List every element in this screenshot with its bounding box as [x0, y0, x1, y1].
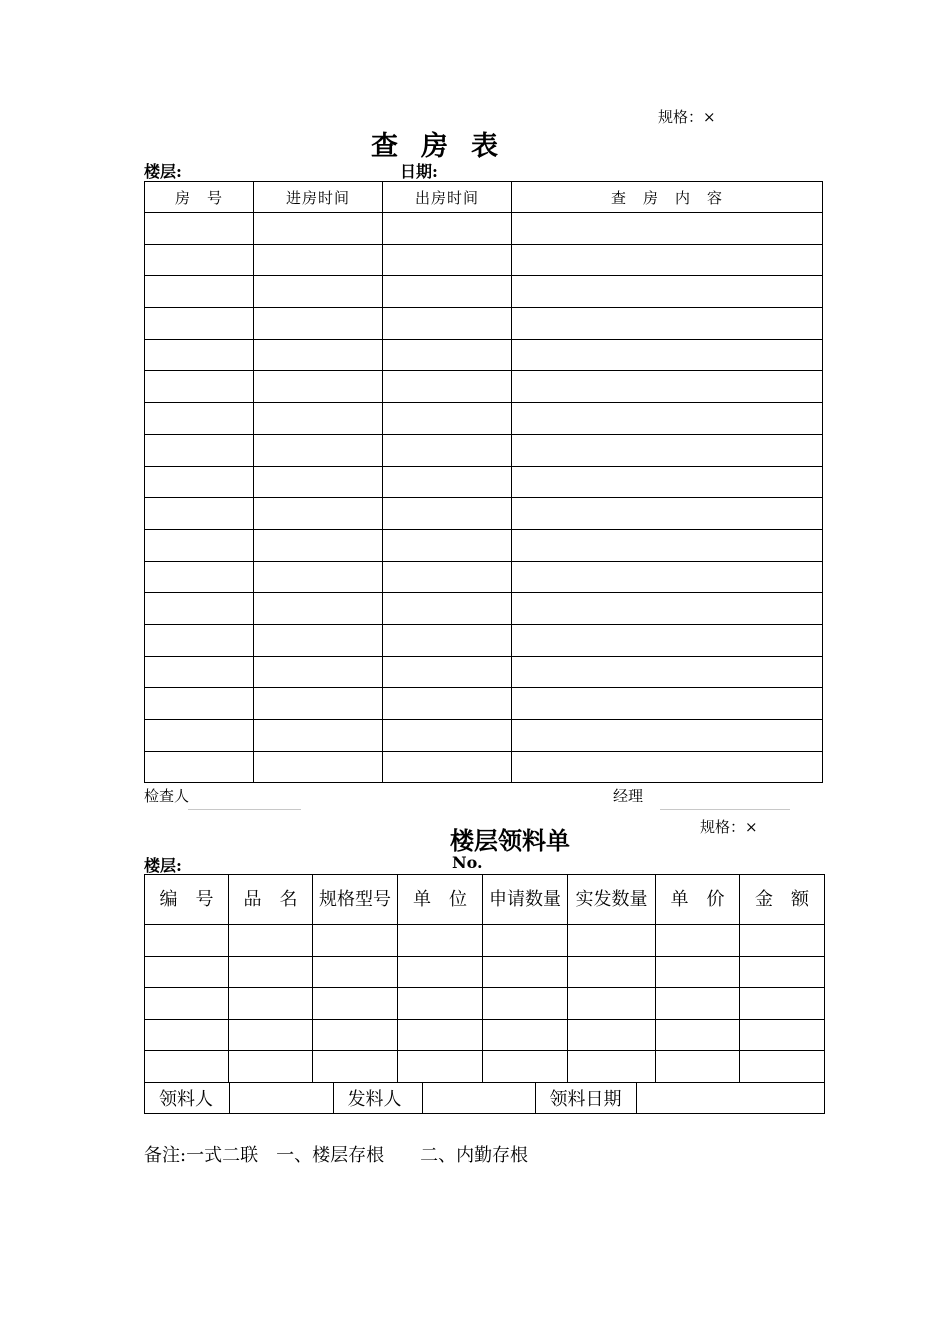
spec-model-cell[interactable]	[313, 956, 398, 988]
table-row	[145, 339, 823, 371]
inspection-content-cell[interactable]	[512, 498, 823, 530]
room-number-cell[interactable]	[145, 751, 254, 783]
inspection-content-cell[interactable]	[512, 656, 823, 688]
check-out-time-cell[interactable]	[383, 308, 512, 340]
item-name-cell[interactable]	[229, 988, 313, 1020]
room-number-cell[interactable]	[145, 434, 254, 466]
amount-cell[interactable]	[740, 925, 825, 957]
room-number-cell[interactable]	[145, 213, 254, 245]
column-header-issued-qty: 实发数量	[568, 875, 656, 925]
requisition-date-label: 领料日期	[535, 1083, 636, 1113]
material-requisition-table	[144, 874, 825, 1114]
item-code-cell[interactable]	[145, 1051, 229, 1083]
amount-cell[interactable]	[740, 956, 825, 988]
signature-grid	[145, 1083, 824, 1113]
remark-note: 备注:一式二联 一、楼层存根 二、内勤存根	[144, 1145, 529, 1166]
column-header-unit: 单 位	[398, 875, 483, 925]
column-header-item-code: 编 号	[145, 875, 229, 925]
issued-qty-cell[interactable]	[568, 1019, 656, 1051]
unit-cell[interactable]	[398, 1019, 483, 1051]
check-out-time-cell[interactable]	[383, 434, 512, 466]
room-number-cell[interactable]	[145, 529, 254, 561]
column-header-inspection-content: 查 房 内 容	[512, 182, 823, 213]
inspection-content-cell[interactable]	[512, 434, 823, 466]
check-in-time-cell[interactable]	[254, 751, 383, 783]
signature-row-container	[145, 1082, 825, 1113]
inspection-content-cell[interactable]	[512, 339, 823, 371]
check-in-time-cell[interactable]	[254, 624, 383, 656]
form1-title: 查房表	[371, 131, 521, 162]
table-header-row	[145, 875, 825, 925]
amount-cell[interactable]	[740, 1051, 825, 1083]
check-in-time-cell[interactable]	[254, 244, 383, 276]
receiver-field[interactable]	[229, 1083, 333, 1113]
check-in-time-cell[interactable]	[254, 434, 383, 466]
room-number-cell[interactable]	[145, 403, 254, 435]
table-row	[145, 529, 823, 561]
inspection-content-cell[interactable]	[512, 529, 823, 561]
requested-qty-cell[interactable]	[483, 1019, 568, 1051]
issued-qty-cell[interactable]	[568, 925, 656, 957]
manager-signature-line[interactable]	[660, 809, 790, 810]
check-out-time-cell[interactable]	[383, 751, 512, 783]
requested-qty-cell[interactable]	[483, 988, 568, 1020]
spec-model-cell[interactable]	[313, 925, 398, 957]
column-header-spec-model: 规格型号	[313, 875, 398, 925]
check-in-time-cell[interactable]	[254, 466, 383, 498]
check-in-time-cell[interactable]	[254, 561, 383, 593]
check-out-time-cell[interactable]	[383, 371, 512, 403]
inspection-content-cell[interactable]	[512, 624, 823, 656]
spec-model-cell[interactable]	[313, 988, 398, 1020]
table-row	[145, 276, 823, 308]
check-out-time-cell[interactable]	[383, 656, 512, 688]
unit-cell[interactable]	[398, 925, 483, 957]
check-in-time-cell[interactable]	[254, 371, 383, 403]
check-out-time-cell[interactable]	[383, 593, 512, 625]
inspection-content-cell[interactable]	[512, 688, 823, 720]
room-number-cell[interactable]	[145, 688, 254, 720]
room-number-cell[interactable]	[145, 466, 254, 498]
table-row	[145, 988, 825, 1020]
room-number-cell[interactable]	[145, 276, 254, 308]
column-header-room-number: 房 号	[145, 182, 254, 213]
room-inspection-table	[144, 181, 823, 783]
receiver-label: 领料人	[145, 1083, 229, 1113]
form2-number-label: No.	[452, 853, 483, 872]
item-name-cell[interactable]	[229, 1051, 313, 1083]
check-out-time-cell[interactable]	[383, 403, 512, 435]
check-out-time-cell[interactable]	[383, 561, 512, 593]
room-number-cell[interactable]	[145, 308, 254, 340]
check-out-time-cell[interactable]	[383, 529, 512, 561]
inspection-content-cell[interactable]	[512, 466, 823, 498]
table-row	[145, 593, 823, 625]
check-out-time-cell[interactable]	[383, 466, 512, 498]
table-row	[145, 434, 823, 466]
check-in-time-cell[interactable]	[254, 213, 383, 245]
room-number-cell[interactable]	[145, 498, 254, 530]
amount-cell[interactable]	[740, 1019, 825, 1051]
check-out-time-cell[interactable]	[383, 720, 512, 752]
item-name-cell[interactable]	[229, 956, 313, 988]
manager-label: 经理	[613, 787, 644, 805]
table-row	[145, 1051, 825, 1083]
item-code-cell[interactable]	[145, 988, 229, 1020]
table-row	[145, 656, 823, 688]
table-row	[145, 403, 823, 435]
table-row	[145, 1019, 825, 1051]
item-code-cell[interactable]	[145, 925, 229, 957]
signature-row	[145, 1082, 825, 1113]
check-out-time-cell[interactable]	[383, 213, 512, 245]
form1-floor-label: 楼层:	[144, 162, 182, 181]
form2-title: 楼层领料单	[450, 826, 570, 855]
room-number-cell[interactable]	[145, 656, 254, 688]
table-row	[145, 466, 823, 498]
table-row	[145, 244, 823, 276]
check-in-time-cell[interactable]	[254, 529, 383, 561]
item-code-cell[interactable]	[145, 1019, 229, 1051]
item-name-cell[interactable]	[229, 925, 313, 957]
check-in-time-cell[interactable]	[254, 339, 383, 371]
table-row	[145, 720, 823, 752]
issued-qty-cell[interactable]	[568, 956, 656, 988]
table-row	[145, 213, 823, 245]
form1-date-label: 日期:	[400, 162, 438, 181]
table-row	[145, 371, 823, 403]
room-number-cell[interactable]	[145, 244, 254, 276]
inspection-content-cell[interactable]	[512, 561, 823, 593]
requested-qty-cell[interactable]	[483, 1051, 568, 1083]
inspection-content-cell[interactable]	[512, 751, 823, 783]
unit-price-cell[interactable]	[656, 988, 740, 1020]
check-in-time-cell[interactable]	[254, 276, 383, 308]
unit-cell[interactable]	[398, 956, 483, 988]
requisition-date-field[interactable]	[636, 1083, 824, 1113]
room-number-cell[interactable]	[145, 561, 254, 593]
room-number-cell[interactable]	[145, 720, 254, 752]
issued-qty-cell[interactable]	[568, 988, 656, 1020]
form2-floor-label: 楼层:	[144, 856, 182, 875]
column-header-check-out-time: 出房时间	[383, 182, 512, 213]
column-header-amount: 金 额	[740, 875, 825, 925]
room-number-cell[interactable]	[145, 593, 254, 625]
check-in-time-cell[interactable]	[254, 593, 383, 625]
inspector-label: 检查人	[144, 787, 190, 805]
issuer-field[interactable]	[422, 1083, 535, 1113]
table-row	[145, 561, 823, 593]
check-out-time-cell[interactable]	[383, 624, 512, 656]
room-number-cell[interactable]	[145, 371, 254, 403]
column-header-item-name: 品 名	[229, 875, 313, 925]
check-out-time-cell[interactable]	[383, 339, 512, 371]
unit-price-cell[interactable]	[656, 925, 740, 957]
inspector-signature-line[interactable]	[188, 809, 301, 810]
inspection-content-cell[interactable]	[512, 403, 823, 435]
inspection-content-cell[interactable]	[512, 593, 823, 625]
issuer-label: 发料人	[333, 1083, 422, 1113]
room-number-cell[interactable]	[145, 339, 254, 371]
form2-spec-label: 规格：×	[700, 818, 758, 836]
check-in-time-cell[interactable]	[254, 498, 383, 530]
inspection-content-cell[interactable]	[512, 244, 823, 276]
check-out-time-cell[interactable]	[383, 498, 512, 530]
table-row	[145, 956, 825, 988]
unit-cell[interactable]	[398, 988, 483, 1020]
unit-price-cell[interactable]	[656, 1019, 740, 1051]
check-in-time-cell[interactable]	[254, 688, 383, 720]
inspection-content-cell[interactable]	[512, 308, 823, 340]
inspection-content-cell[interactable]	[512, 213, 823, 245]
inspection-content-cell[interactable]	[512, 371, 823, 403]
amount-cell[interactable]	[740, 988, 825, 1020]
table-row	[145, 688, 823, 720]
form1-spec-label: 规格：×	[658, 108, 716, 126]
item-name-cell[interactable]	[229, 1019, 313, 1051]
item-code-cell[interactable]	[145, 956, 229, 988]
spec-model-cell[interactable]	[313, 1051, 398, 1083]
column-header-requested-qty: 申请数量	[483, 875, 568, 925]
inspection-content-cell[interactable]	[512, 720, 823, 752]
table-header-row	[145, 182, 823, 213]
check-in-time-cell[interactable]	[254, 403, 383, 435]
unit-price-cell[interactable]	[656, 956, 740, 988]
table-row	[145, 308, 823, 340]
check-in-time-cell[interactable]	[254, 720, 383, 752]
room-number-cell[interactable]	[145, 624, 254, 656]
check-in-time-cell[interactable]	[254, 308, 383, 340]
check-out-time-cell[interactable]	[383, 244, 512, 276]
check-in-time-cell[interactable]	[254, 656, 383, 688]
unit-cell[interactable]	[398, 1051, 483, 1083]
table-row	[145, 751, 823, 783]
table-row	[145, 624, 823, 656]
table-row	[145, 498, 823, 530]
inspection-content-cell[interactable]	[512, 276, 823, 308]
requested-qty-cell[interactable]	[483, 925, 568, 957]
check-out-time-cell[interactable]	[383, 276, 512, 308]
column-header-check-in-time: 进房时间	[254, 182, 383, 213]
column-header-unit-price: 单 价	[656, 875, 740, 925]
table-row	[145, 925, 825, 957]
issued-qty-cell[interactable]	[568, 1051, 656, 1083]
requested-qty-cell[interactable]	[483, 956, 568, 988]
spec-model-cell[interactable]	[313, 1019, 398, 1051]
unit-price-cell[interactable]	[656, 1051, 740, 1083]
check-out-time-cell[interactable]	[383, 688, 512, 720]
